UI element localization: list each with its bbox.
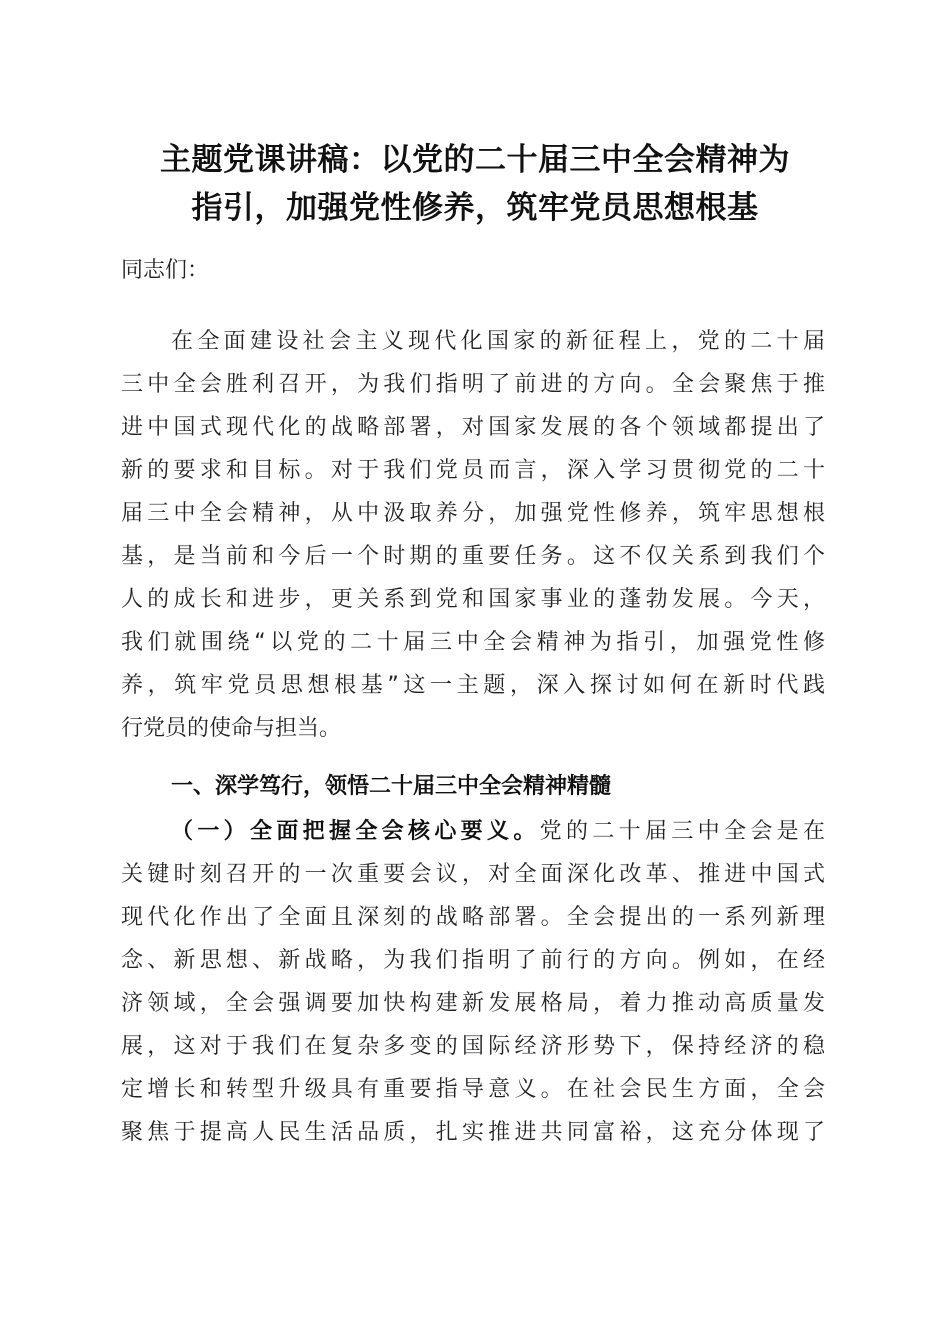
paragraph-line: 聚焦于提高人民生活品质，扎实推进共同富裕，这充分体现了 <box>121 1120 825 1145</box>
paragraph-line: 定增长和转型升级具有重要指导意义。在社会民生方面，全会 <box>121 1077 825 1102</box>
salutation: 同志们： <box>121 258 210 283</box>
section-heading-1: 一、深学笃行，领悟二十届三中全会精神精髓 <box>171 774 612 799</box>
paragraph-line: 展，这对于我们在复杂多变的国际经济形势下，保持经济的稳 <box>121 1034 825 1059</box>
paragraph-section-1-1 <box>121 810 825 1154</box>
document-title-line-1: 主题党课讲稿：以党的二十届三中全会精神为 <box>160 142 790 178</box>
paragraph-line <box>121 810 825 853</box>
paragraph-line: 济领域，全会强调要加快构建新发展格局，着力推动高质量发 <box>121 991 825 1016</box>
paragraph-line: 进中国式现代化的战略部署，对国家发展的各个领域都提出了 <box>121 415 825 440</box>
paragraph-line: 行党员的使命与担当。 <box>121 716 342 741</box>
paragraph-line: 现代化作出了全面且深刻的战略部署。全会提出的一系列新理 <box>121 905 825 930</box>
paragraph-line: 新的要求和目标。对于我们党员而言，深入学习贯彻党的二十 <box>121 458 825 483</box>
paragraph-line: 我们就围绕“以党的二十届三中全会精神为指引，加强党性修 <box>121 630 825 655</box>
paragraph-line-text: 党的二十届三中全会是在 <box>539 819 825 844</box>
paragraph-intro <box>121 320 825 750</box>
paragraph-line: 三中全会胜利召开，为我们指明了前进的方向。全会聚焦于推 <box>121 372 825 397</box>
paragraph-line: 养，筑牢党员思想根基”这一主题，深入探讨如何在新时代践 <box>121 673 825 698</box>
paragraph-line: 届三中全会精神，从中汲取养分，加强党性修养，筑牢思想根 <box>121 501 825 526</box>
paragraph-line: 关键时刻召开的一次重要会议，对全面深化改革、推进中国式 <box>121 862 825 887</box>
subsection-lead: （一）全面把握全会核心要义。 <box>171 819 540 844</box>
paragraph-line: 基，是当前和今后一个时期的重要任务。这不仅关系到我们个 <box>121 544 825 569</box>
paragraph-line: 人的成长和进步，更关系到党和国家事业的蓬勃发展。今天， <box>121 587 825 612</box>
document-title-line-2: 指引，加强党性修养，筑牢党员思想根基 <box>191 190 759 226</box>
paragraph-line: 念、新思想、新战略，为我们指明了前行的方向。例如，在经 <box>121 948 825 973</box>
paragraph-line: 在全面建设社会主义现代化国家的新征程上，党的二十届 <box>171 329 825 354</box>
